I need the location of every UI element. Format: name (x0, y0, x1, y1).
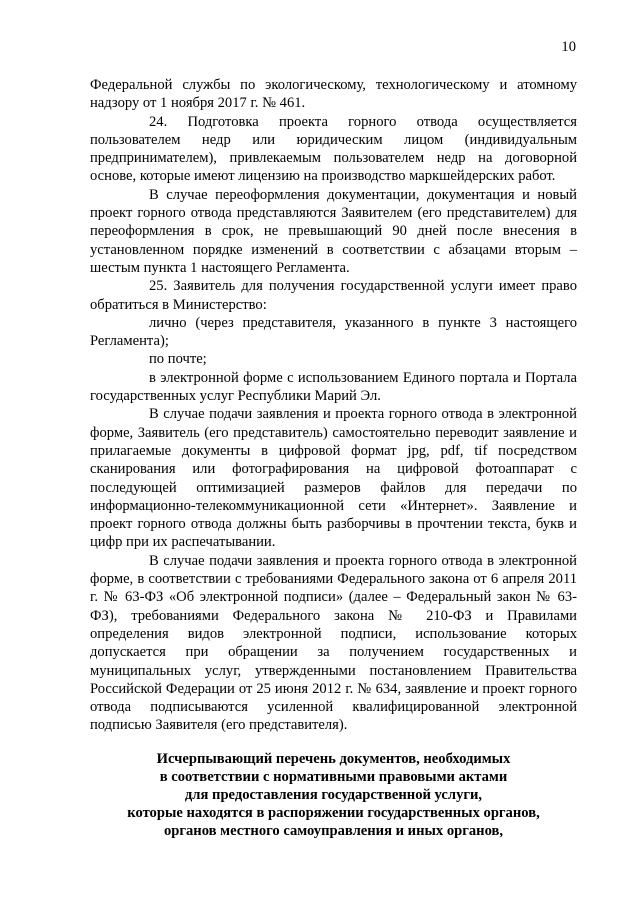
page-number: 10 (561, 39, 576, 55)
paragraph-electronic-form: в электронной форме с использованием Единого портала и Портала государственных услуг Республики Марий Эл. (90, 369, 577, 405)
document-body (90, 76, 577, 735)
heading-line: органов местного самоуправления и иных органов, (163, 823, 504, 839)
paragraph-in-person: лично (через представителя, указанного в пункте 3 настоящего Регламента); (90, 314, 577, 350)
section-heading (90, 750, 577, 840)
paragraph-digital-format: В случае подачи заявления и проекта горного отвода в электронной форме, Заявитель (его представитель) самостоятельно переводит заявление и прилагаемые документы в цифровой формат jpg, pdf, tif посредством сканирования или фотографирования на цифровой фотоаппарат с последующей оптимизацией размеров файлов для передачи по информационно-телекоммуникационной сети «Интернет». Заявление и проект горного отвода должны быть разборчивы в прочтении текста, букв и цифр при их распечатывании. (90, 406, 577, 551)
paragraph-order-reference: Федеральной службы по экологическому, технологическому и атомному надзору от 1 ноября 2017 г. № 461. (90, 77, 577, 112)
paragraph-reissue: В случае переоформления документации, документация и новый проект горного отвода представляются Заявителем (его представителем) для переоформления в срок, не превышающий 90 дней после внесения в установленном порядке изменений в соответствии с абзацами вторым – шестым пункта 1 настоящего Регламента. (90, 186, 577, 276)
heading-line: которые находятся в распоряжении государственных органов, (127, 805, 540, 821)
paragraph-electronic-signature: В случае подачи заявления и проекта горного отвода в электронной форме, в соответствии с требованиями Федерального закона от 6 апреля 2011 г. № 63-ФЗ «Об электронной подписи» (далее – Федеральный закон № 63-ФЗ), требованиями Федерального закона № 210-ФЗ и Правилами определения видов электронной подписи, использование которых допускается при обращении за получением государственных и муниципальных услуг, утвержденными постановлением Правительства Российской Федерации от 25 июня 2012 г. № 634, заявление и проект горного отвода подписываются усиленной квалифицированной электронной подписью Заявителя (его представителя). (90, 552, 577, 734)
heading-line: для предоставления государственной услуги, (184, 787, 483, 803)
heading-line: Исчерпывающий перечень документов, необходимых (156, 751, 511, 767)
paragraph-item-25: 25. Заявитель для получения государственной услуги имеет право обратиться в Министерство: (90, 278, 577, 313)
heading-line: в соответствии с нормативными правовыми актами (159, 769, 508, 785)
paragraph-by-mail: по почте; (149, 351, 207, 368)
paragraph-item-24: 24. Подготовка проекта горного отвода осуществляется пользователем недр или юридическим лицом (индивидуальным предпринимателем), привлекаемым пользователем недр на договорной основе, которые имеют лицензию на производство маркшейдерских работ. (90, 113, 577, 185)
